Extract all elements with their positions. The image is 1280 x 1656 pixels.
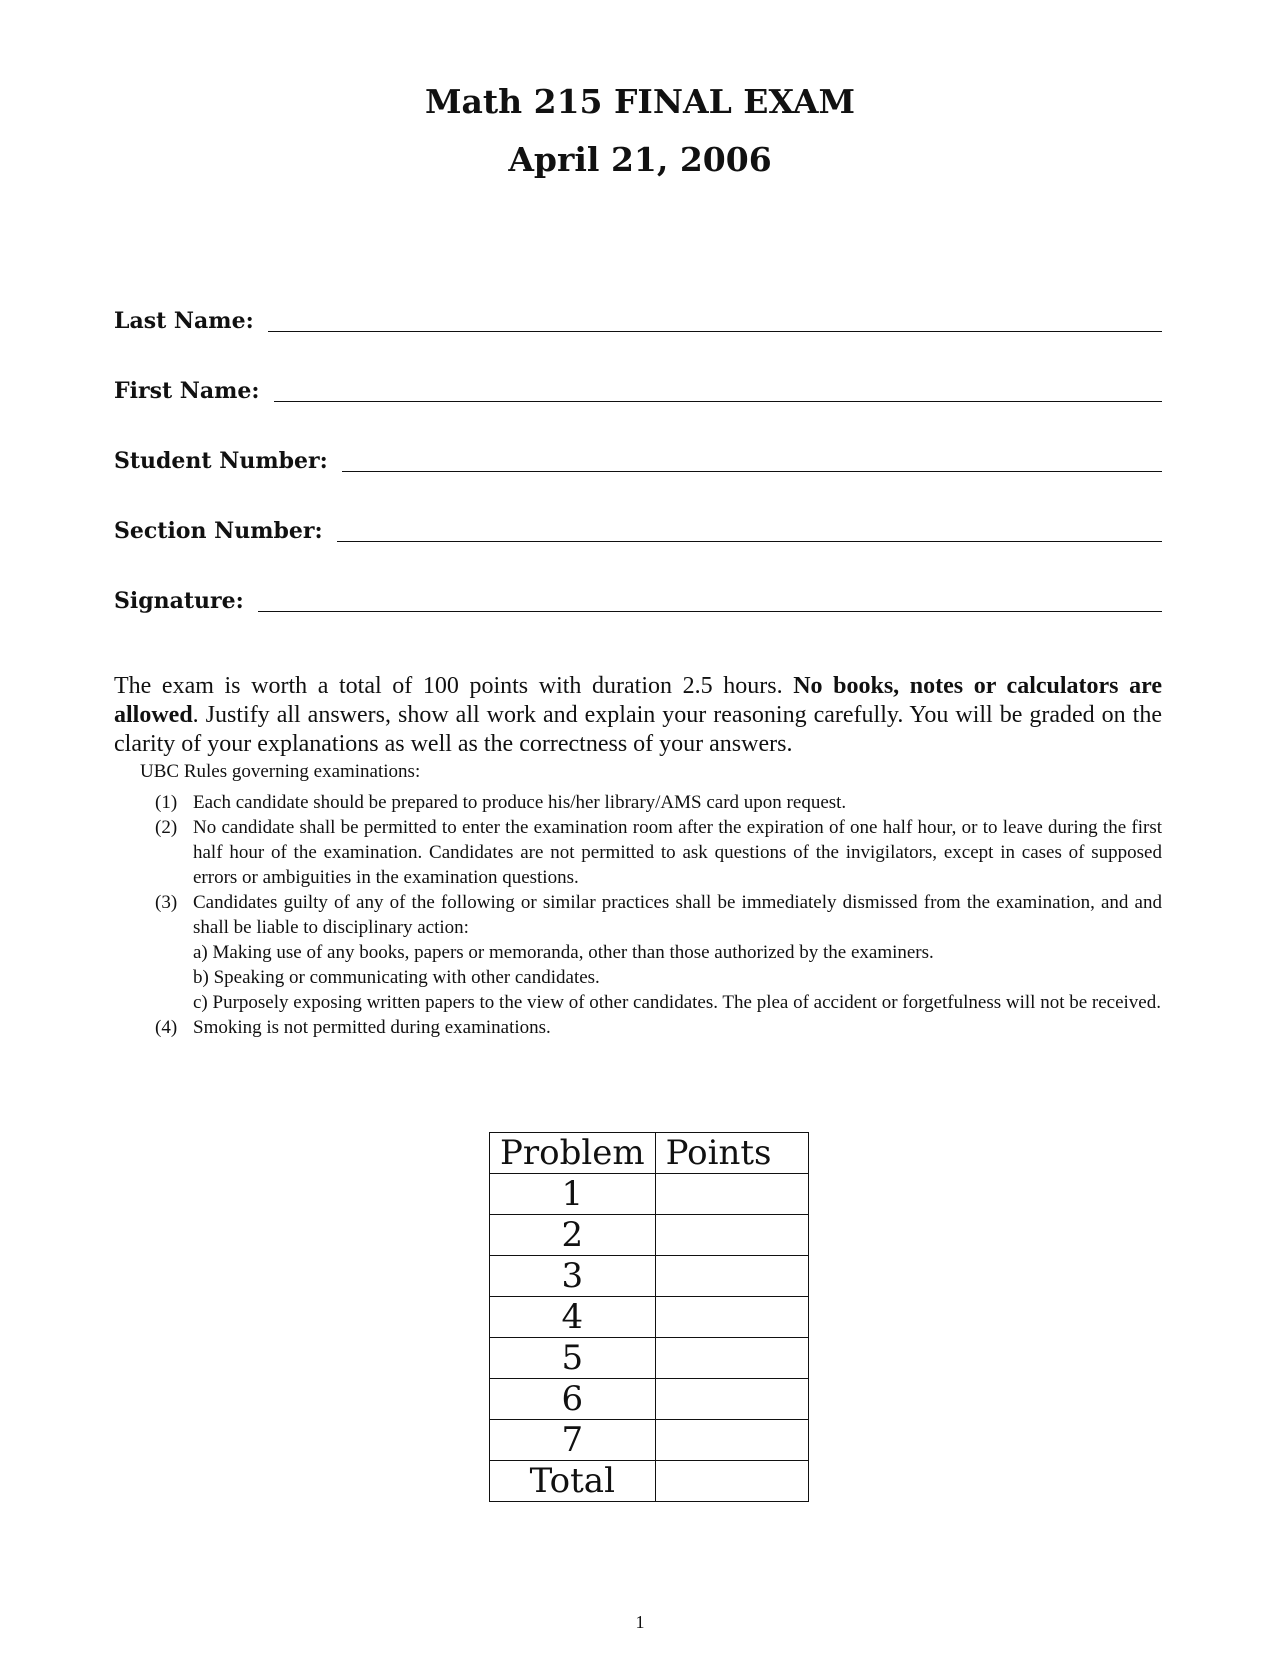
points-cell[interactable] [655, 1379, 808, 1420]
table-row-total [490, 1461, 809, 1502]
table-row [490, 1379, 809, 1420]
page-number: 1 [635, 1612, 645, 1632]
table-row [490, 1256, 809, 1297]
score-table-header [490, 1133, 809, 1174]
table-row [490, 1174, 809, 1215]
rule-item [155, 790, 1162, 815]
problem-cell: 6 [490, 1379, 656, 1420]
rules-heading: UBC Rules governing examinations: [140, 761, 421, 782]
last-name-field [114, 298, 1162, 334]
last-name-line[interactable] [268, 330, 1162, 332]
student-number-field [114, 438, 1162, 474]
rules-list [155, 790, 1162, 1040]
field-label: First Name: [114, 378, 260, 404]
exam-title: Math 215 FINAL EXAM [424, 82, 856, 121]
score-table [489, 1132, 809, 1502]
section-number-field [114, 508, 1162, 544]
points-cell[interactable] [655, 1174, 808, 1215]
instructions-text: The exam is worth a total of 100 points with duration 2.5 hours. [114, 673, 794, 699]
student-number-line[interactable] [342, 470, 1162, 472]
column-header-points: Points [655, 1133, 808, 1174]
points-cell[interactable] [655, 1256, 808, 1297]
rule-number: (3) [155, 892, 178, 913]
exam-date: April 21, 2006 [508, 140, 772, 179]
first-name-field [114, 368, 1162, 404]
table-row [490, 1215, 809, 1256]
rule-text: Each candidate should be prepared to produce his/her library/AMS card upon request. [193, 792, 847, 813]
rule-text-block [193, 890, 1162, 1015]
total-points-cell[interactable] [655, 1461, 808, 1502]
signature-field [114, 578, 1162, 614]
problem-cell: 4 [490, 1297, 656, 1338]
points-cell[interactable] [655, 1297, 808, 1338]
problem-cell: 7 [490, 1420, 656, 1461]
field-label: Student Number: [114, 448, 328, 474]
rule-number: (2) [155, 817, 178, 838]
problem-cell: 2 [490, 1215, 656, 1256]
field-label: Last Name: [114, 308, 254, 334]
rule-number: (4) [155, 1017, 178, 1038]
points-cell[interactable] [655, 1338, 808, 1379]
rule-subitem: a) Making use of any books, papers or memoranda, other than those authorized by the examiners. [193, 942, 934, 963]
total-cell: Total [490, 1461, 656, 1502]
points-cell[interactable] [655, 1420, 808, 1461]
first-name-line[interactable] [274, 400, 1162, 402]
rule-text: No candidate shall be permitted to enter the examination room after the expiration of one half hour, or to leave during the first half hour of the examination. Candidates are not permitted to ask questions of the invigilators, except in cases of supposed errors or ambiguities in the examination questions. [193, 817, 1162, 888]
column-header-problem: Problem [490, 1133, 656, 1174]
section-number-line[interactable] [337, 540, 1162, 542]
rule-item [155, 815, 1162, 890]
table-row [490, 1420, 809, 1461]
table-row [490, 1297, 809, 1338]
rule-text: Candidates guilty of any of the following or similar practices shall be immediately dismissed from the examination, and and shall be liable to disciplinary action: [193, 892, 1162, 938]
rule-item [155, 890, 1162, 1015]
field-label: Signature: [114, 588, 244, 614]
rule-item [155, 1015, 1162, 1040]
points-cell[interactable] [655, 1215, 808, 1256]
problem-cell: 5 [490, 1338, 656, 1379]
exam-instructions [114, 672, 1162, 759]
rule-subitem: b) Speaking or communicating with other candidates. [193, 967, 600, 988]
rule-text: Smoking is not permitted during examinations. [193, 1017, 551, 1038]
problem-cell: 1 [490, 1174, 656, 1215]
field-label: Section Number: [114, 518, 323, 544]
instructions-text-continued: . Justify all answers, show all work and explain your reasoning carefully. You will be graded on the clarity of your explanations as well as the correctness of your answers. [114, 702, 1162, 757]
problem-cell: 3 [490, 1256, 656, 1297]
signature-line[interactable] [258, 610, 1162, 612]
rule-number: (1) [155, 792, 178, 813]
rule-subitem: c) Purposely exposing written papers to the view of other candidates. The plea of accident or forgetfulness will not be received. [193, 992, 1161, 1013]
instructions-emphasis: No books, notes or calculators are allowed [114, 673, 1163, 728]
table-row [490, 1338, 809, 1379]
